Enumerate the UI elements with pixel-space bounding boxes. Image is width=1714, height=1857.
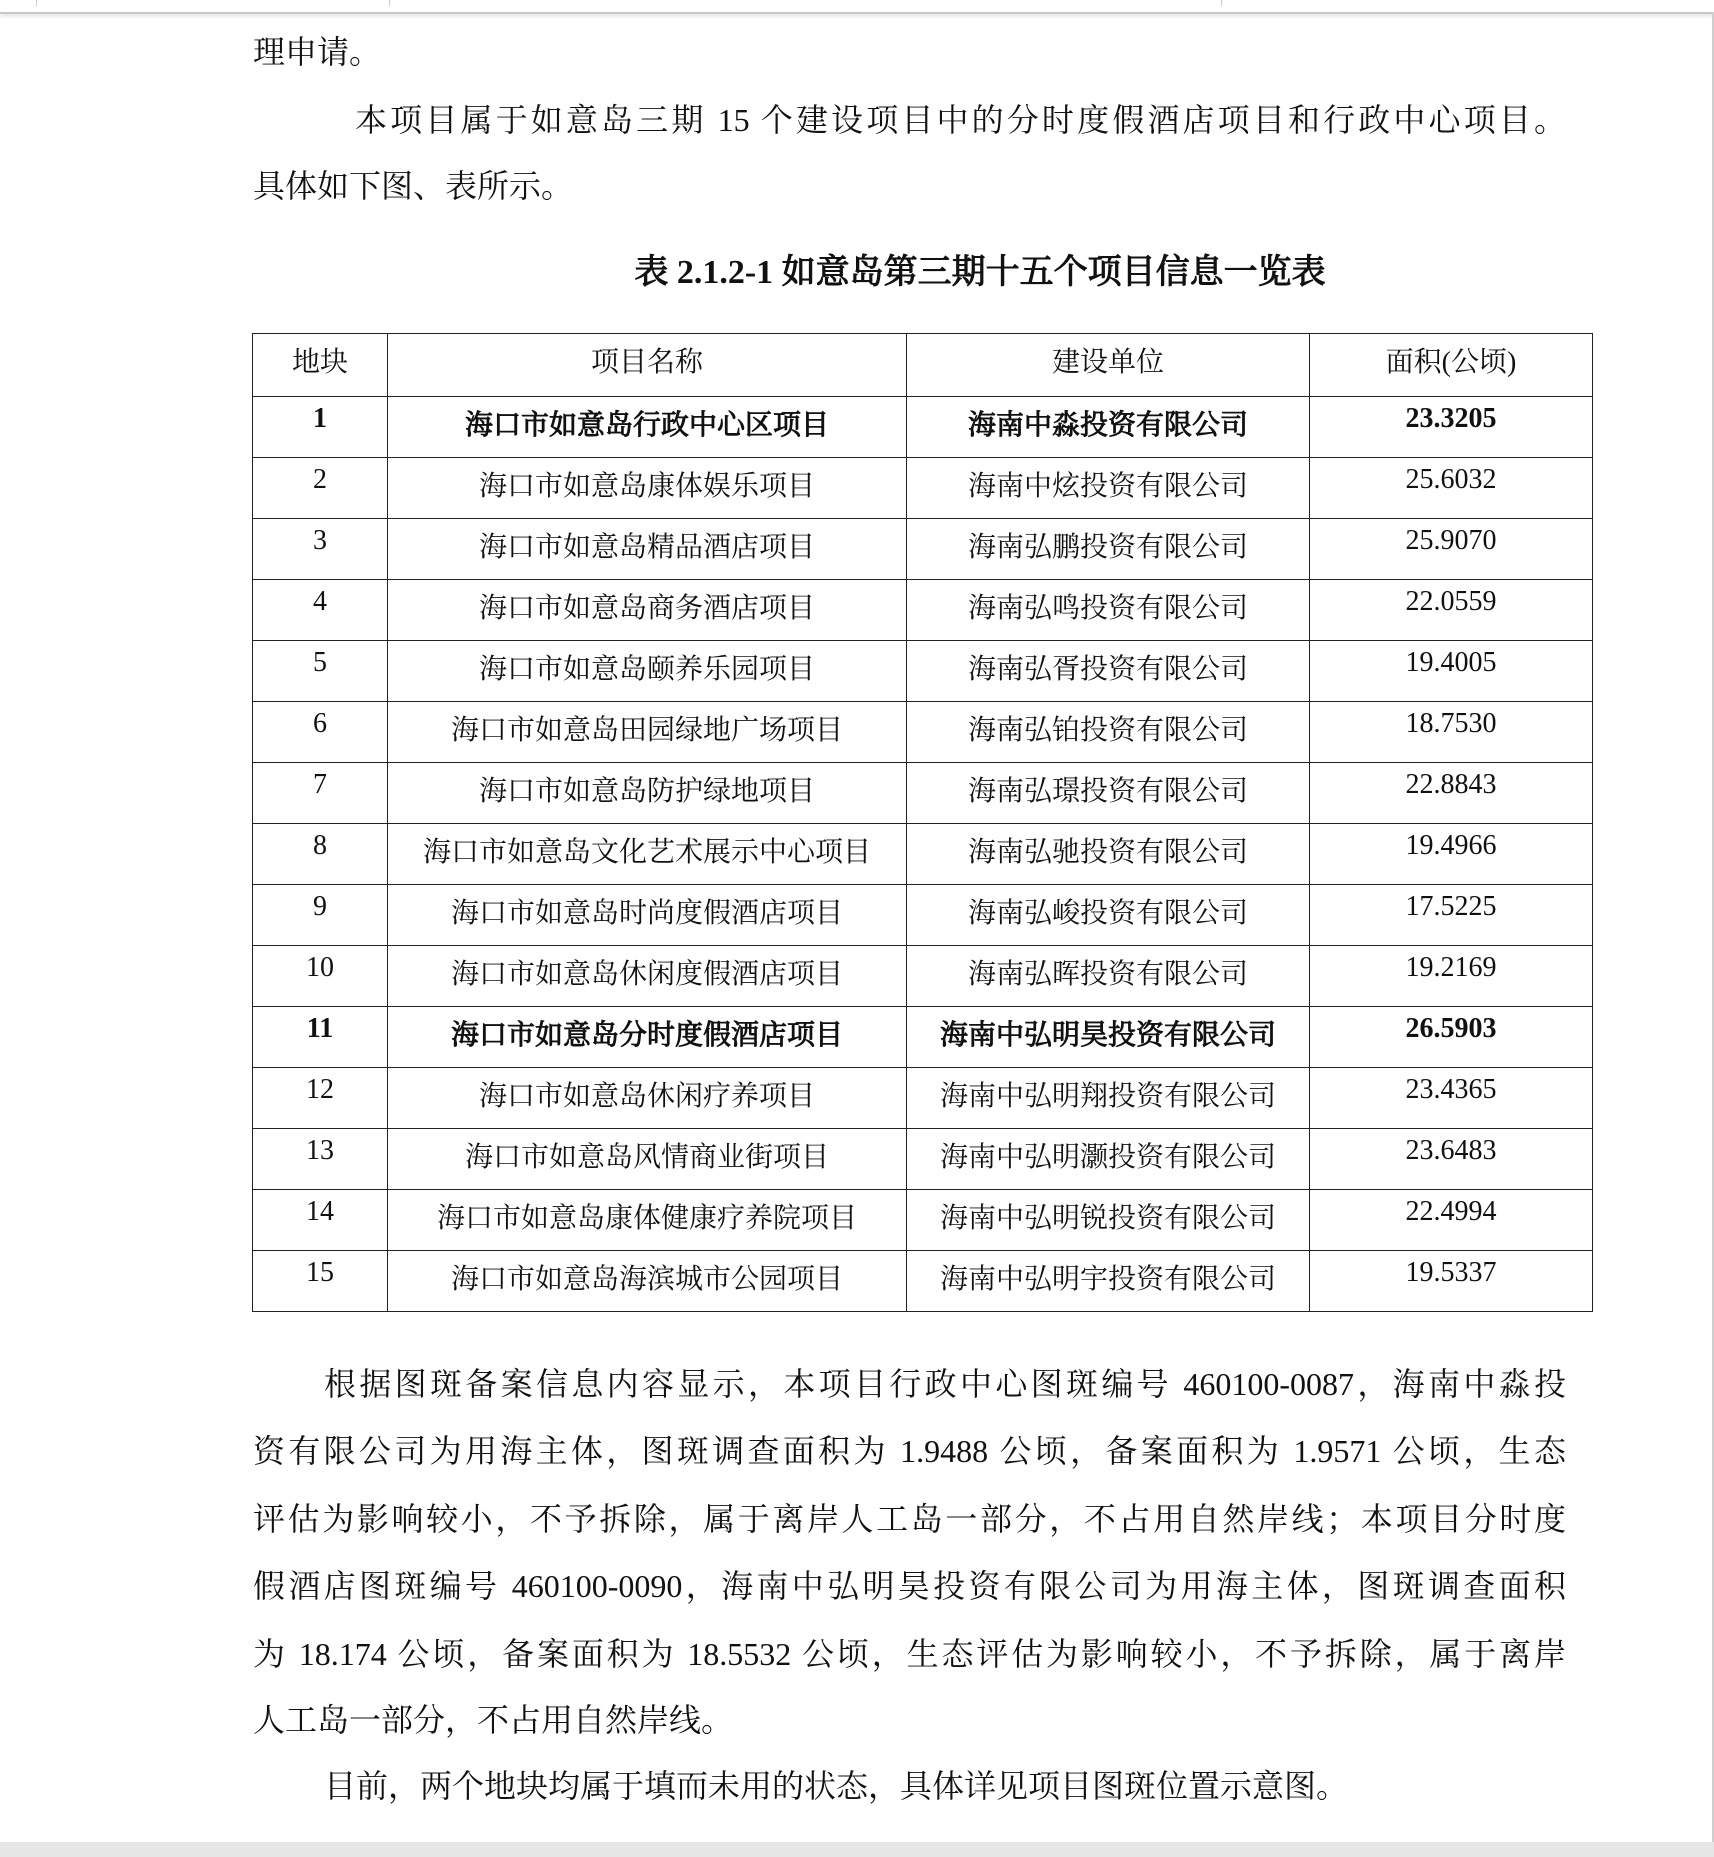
- cell-area: 23.4365: [1310, 1068, 1593, 1129]
- cell-name: 海口市如意岛休闲疗养项目: [388, 1068, 907, 1129]
- cell-area: 18.7530: [1310, 702, 1593, 763]
- cell-unit: 海南弘胥投资有限公司: [907, 641, 1310, 702]
- table-row: [253, 641, 1593, 702]
- ruler-tick: [389, 0, 390, 6]
- table-row: [253, 1190, 1593, 1251]
- para3: 目前，两个地块均属于填而未用的状态，具体详见项目图斑位置示意图。: [324, 1768, 1349, 1804]
- cell-plot: 8: [253, 824, 388, 885]
- cell-plot: 10: [253, 946, 388, 1007]
- header-name: 项目名称: [388, 334, 907, 397]
- cell-unit: 海南弘鹏投资有限公司: [907, 519, 1310, 580]
- header-area: 面积(公顷): [1310, 334, 1593, 397]
- cell-name: 海口市如意岛颐养乐园项目: [388, 641, 907, 702]
- cell-plot: 4: [253, 580, 388, 641]
- project-table: [252, 333, 1593, 1312]
- cell-plot: 2: [253, 458, 388, 519]
- cell-area: 23.3205: [1310, 397, 1593, 458]
- intro-tail: 理申请。: [253, 34, 382, 70]
- table-row: [253, 1007, 1593, 1068]
- table-row: [253, 885, 1593, 946]
- table-row: [253, 580, 1593, 641]
- cell-unit: 海南弘鸣投资有限公司: [907, 580, 1310, 641]
- cell-area: 25.9070: [1310, 519, 1593, 580]
- ruler-tick: [36, 0, 37, 6]
- cell-unit: 海南中弘明昊投资有限公司: [907, 1007, 1310, 1068]
- cell-area: 22.4994: [1310, 1190, 1593, 1251]
- cell-area: 19.4005: [1310, 641, 1593, 702]
- cell-unit: 海南中弘明翔投资有限公司: [907, 1068, 1310, 1129]
- para2-line: 评估为影响较小，不予拆除，属于离岸人工岛一部分，不占用自然岸线；本项目分时度: [253, 1501, 1566, 1537]
- cell-area: 26.5903: [1310, 1007, 1593, 1068]
- cell-plot: 1: [253, 397, 388, 458]
- table-row: [253, 824, 1593, 885]
- cell-unit: 海南弘晖投资有限公司: [907, 946, 1310, 1007]
- bottom-bar: [0, 1842, 1714, 1857]
- table-row: [253, 702, 1593, 763]
- cell-plot: 14: [253, 1190, 388, 1251]
- cell-unit: 海南中炫投资有限公司: [907, 458, 1310, 519]
- cell-name: 海口市如意岛防护绿地项目: [388, 763, 907, 824]
- cell-unit: 海南弘璟投资有限公司: [907, 763, 1310, 824]
- para2-line: 为 18.174 公顷，备案面积为 18.5532 公顷，生态评估为影响较小，不予拆除，属于离岸: [253, 1636, 1566, 1672]
- cell-plot: 9: [253, 885, 388, 946]
- table-row: [253, 946, 1593, 1007]
- cell-name: 海口市如意岛分时度假酒店项目: [388, 1007, 907, 1068]
- cell-plot: 7: [253, 763, 388, 824]
- cell-area: 17.5225: [1310, 885, 1593, 946]
- table-header-row: [253, 334, 1593, 397]
- cell-unit: 海南中弘明宇投资有限公司: [907, 1251, 1310, 1312]
- cell-name: 海口市如意岛精品酒店项目: [388, 519, 907, 580]
- para2-line: 人工岛一部分，不占用自然岸线。: [253, 1702, 734, 1738]
- table-row: [253, 519, 1593, 580]
- cell-area: 19.2169: [1310, 946, 1593, 1007]
- para2-line: 资有限公司为用海主体，图斑调查面积为 1.9488 公顷，备案面积为 1.9571 公顷，生态: [253, 1433, 1566, 1469]
- cell-unit: 海南弘峻投资有限公司: [907, 885, 1310, 946]
- cell-unit: 海南中弘明锐投资有限公司: [907, 1190, 1310, 1251]
- para2-line: 假酒店图斑编号 460100-0090，海南中弘明昊投资有限公司为用海主体，图斑调查面积: [253, 1568, 1566, 1604]
- cell-area: 22.0559: [1310, 580, 1593, 641]
- cell-plot: 11: [253, 1007, 388, 1068]
- cell-unit: 海南中弘明灏投资有限公司: [907, 1129, 1310, 1190]
- cell-name: 海口市如意岛康体健康疗养院项目: [388, 1190, 907, 1251]
- cell-name: 海口市如意岛康体娱乐项目: [388, 458, 907, 519]
- cell-name: 海口市如意岛文化艺术展示中心项目: [388, 824, 907, 885]
- cell-plot: 6: [253, 702, 388, 763]
- cell-plot: 3: [253, 519, 388, 580]
- ruler-bar: [0, 0, 1714, 14]
- cell-name: 海口市如意岛风情商业街项目: [388, 1129, 907, 1190]
- cell-name: 海口市如意岛时尚度假酒店项目: [388, 885, 907, 946]
- para2-line: 根据图斑备案信息内容显示，本项目行政中心图斑编号 460100-0087，海南中淼投: [324, 1366, 1566, 1402]
- cell-area: 25.6032: [1310, 458, 1593, 519]
- table-row: [253, 1129, 1593, 1190]
- cell-plot: 13: [253, 1129, 388, 1190]
- intro-line-2: 具体如下图、表所示。: [253, 168, 574, 204]
- cell-unit: 海南中淼投资有限公司: [907, 397, 1310, 458]
- cell-area: 19.5337: [1310, 1251, 1593, 1312]
- cell-name: 海口市如意岛海滨城市公园项目: [388, 1251, 907, 1312]
- header-plot: 地块: [253, 334, 388, 397]
- table-row: [253, 763, 1593, 824]
- cell-name: 海口市如意岛田园绿地广场项目: [388, 702, 907, 763]
- table-row: [253, 1251, 1593, 1312]
- cell-name: 海口市如意岛商务酒店项目: [388, 580, 907, 641]
- cell-unit: 海南弘铂投资有限公司: [907, 702, 1310, 763]
- cell-area: 19.4966: [1310, 824, 1593, 885]
- intro-line-1: 本项目属于如意岛三期 15 个建设项目中的分时度假酒店项目和行政中心项目。: [355, 102, 1566, 138]
- cell-plot: 12: [253, 1068, 388, 1129]
- cell-name: 海口市如意岛行政中心区项目: [388, 397, 907, 458]
- table-row: [253, 397, 1593, 458]
- cell-plot: 15: [253, 1251, 388, 1312]
- table-title: 表 2.1.2-1 如意岛第三期十五个项目信息一览表: [634, 254, 1326, 291]
- table-row: [253, 1068, 1593, 1129]
- cell-area: 23.6483: [1310, 1129, 1593, 1190]
- cell-plot: 5: [253, 641, 388, 702]
- ruler-tick: [1221, 0, 1222, 6]
- cell-unit: 海南弘驰投资有限公司: [907, 824, 1310, 885]
- header-unit: 建设单位: [907, 334, 1310, 397]
- cell-name: 海口市如意岛休闲度假酒店项目: [388, 946, 907, 1007]
- table-row: [253, 458, 1593, 519]
- cell-area: 22.8843: [1310, 763, 1593, 824]
